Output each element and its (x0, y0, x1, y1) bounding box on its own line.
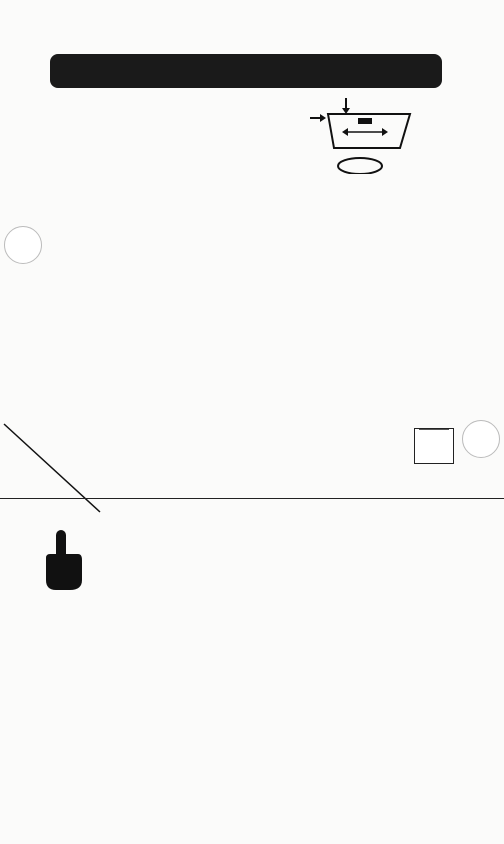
barcode (120, 725, 408, 793)
punch-hole-right (462, 420, 500, 458)
punch-hole-left (4, 226, 42, 264)
tear-line (0, 498, 504, 499)
windscreen-diagram-icon (300, 92, 420, 174)
hand-peel-icon (40, 528, 86, 594)
banner (50, 54, 442, 88)
peel-tab-line (0, 420, 110, 520)
month-day-box (414, 428, 454, 464)
dez-day (419, 429, 449, 430)
